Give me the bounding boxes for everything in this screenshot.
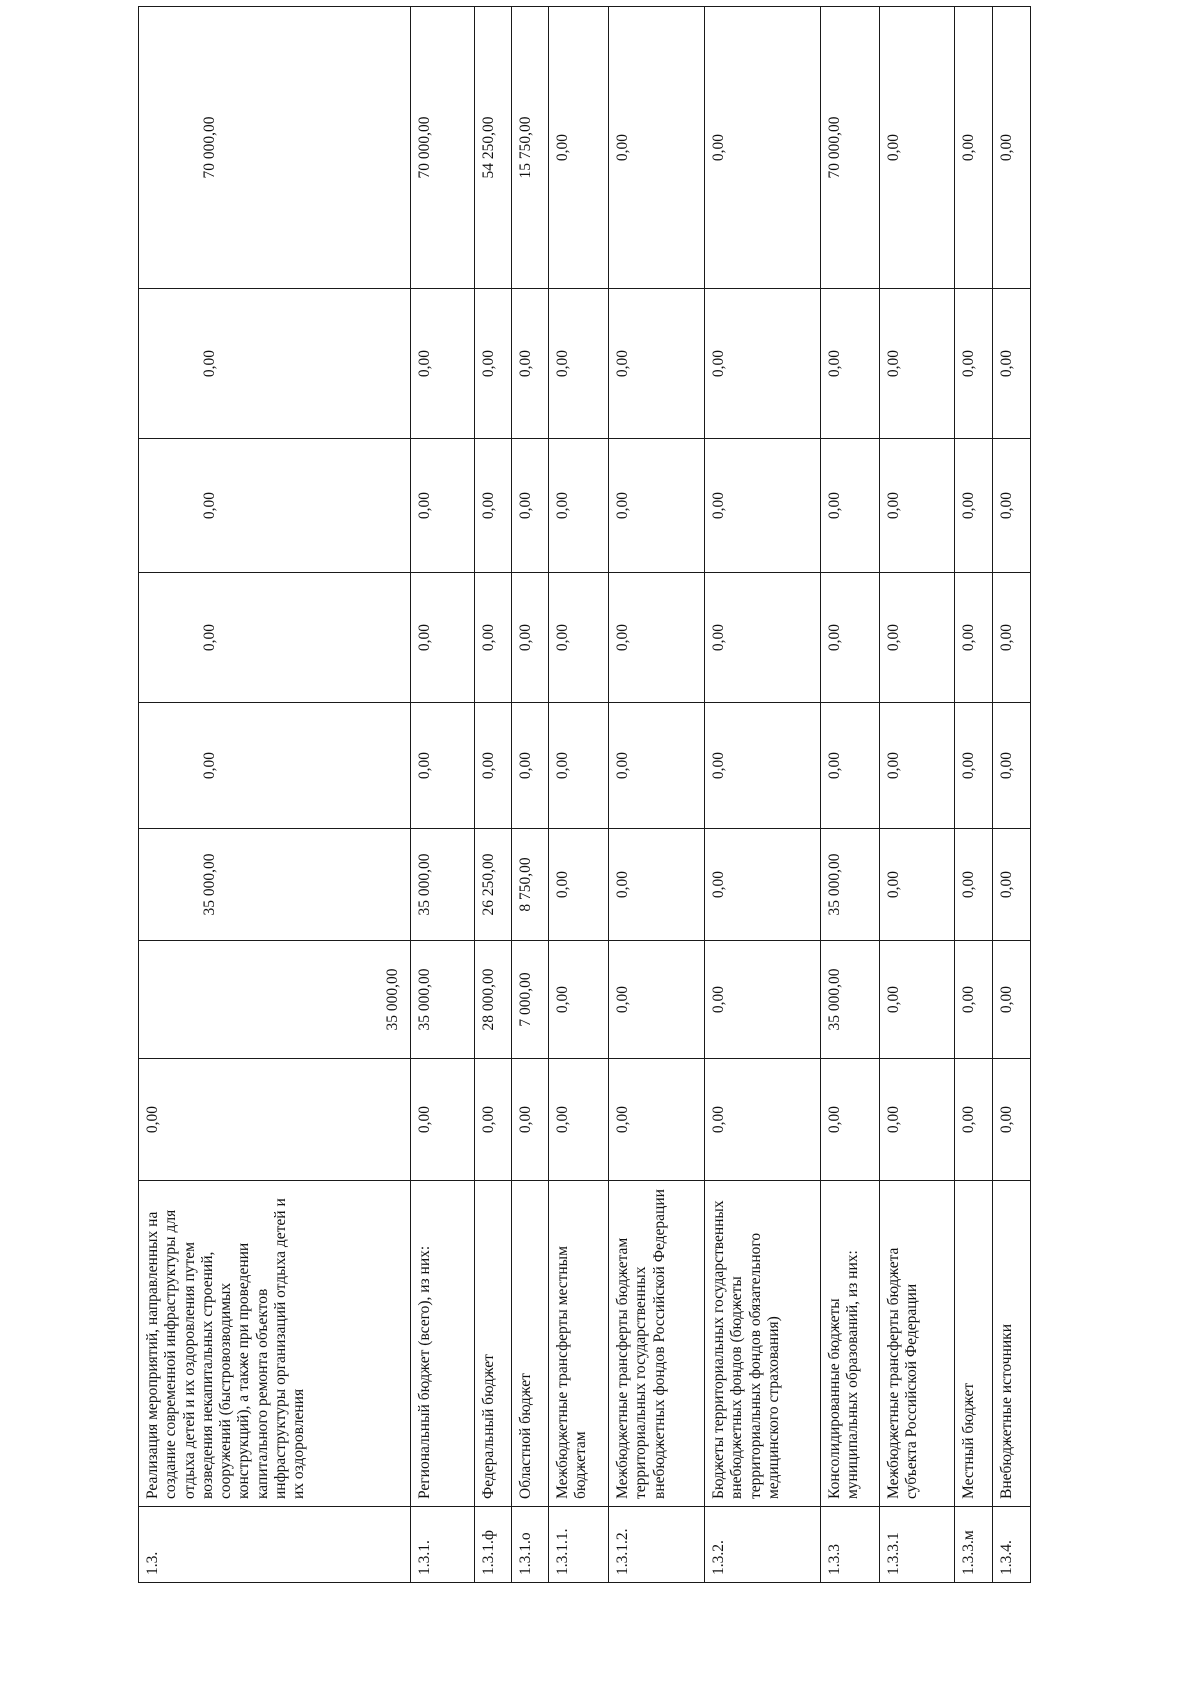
value-cell: 0,00 — [880, 289, 955, 439]
value-cell: 0,00 — [993, 289, 1031, 439]
row-name: Федеральный бюджет — [475, 1181, 512, 1507]
row-code: 1.3.1.2. — [609, 1507, 705, 1583]
value-cell: 0,00 — [549, 703, 609, 829]
rotated-table-wrapper — [138, 107, 1031, 1583]
value-cell: 0,00 — [549, 7, 609, 289]
value-cell: 0,00 — [955, 941, 993, 1059]
value-cell: 0,00 — [609, 1059, 705, 1181]
value-cell: 0,00 — [549, 941, 609, 1059]
value-cell: 0,00 — [955, 1059, 993, 1181]
value-cell: 0,00 — [821, 289, 880, 439]
row-code: 1.3.3 — [821, 1507, 880, 1583]
table-row — [880, 7, 955, 1583]
value-cell: 0,00 — [609, 941, 705, 1059]
value-cell: 0,00 — [821, 703, 880, 829]
value-cell: 0,00 — [609, 573, 705, 703]
value-cell: 0,00 — [955, 829, 993, 941]
value-cell: 0,00 — [512, 1059, 549, 1181]
row-code: 1.3.1.о — [512, 1507, 549, 1583]
value-cell: 0,00 — [993, 573, 1031, 703]
row-code: 1.3.3.м — [955, 1507, 993, 1583]
value-cell: 0,00 — [512, 703, 549, 829]
value-cell: 0,00 — [993, 7, 1031, 289]
value-cell: 7 000,00 — [512, 941, 549, 1059]
value-cell: 54 250,00 — [475, 7, 512, 289]
value-cell: 0,00 — [705, 439, 821, 573]
value-cell: 0,00 — [609, 7, 705, 289]
row-name: Местный бюджет — [955, 1181, 993, 1507]
value-cell: 0,00 — [955, 439, 993, 573]
row-code: 1.3.1.1. — [549, 1507, 609, 1583]
value-cell: 0,00 — [705, 1059, 821, 1181]
value-cell: 0,00 — [955, 703, 993, 829]
table-row — [139, 7, 411, 1583]
value-cell: 0,00 — [821, 573, 880, 703]
row-name: Межбюджетные трансферты местным бюджетам — [549, 1181, 609, 1507]
value-cell: 35 000,00 — [411, 941, 475, 1059]
value-cell: 0,00 — [475, 573, 512, 703]
value-cell: 70 000,00 — [821, 7, 880, 289]
value-cell: 28 000,00 — [475, 941, 512, 1059]
value-cell: 0,00 — [705, 829, 821, 941]
value-cell: 0,00 — [475, 1059, 512, 1181]
table-row — [955, 7, 993, 1583]
table-row — [609, 7, 705, 1583]
value-cell: 0,00 — [139, 289, 411, 439]
value-cell: 0,00 — [705, 7, 821, 289]
value-cell: 0,00 — [705, 703, 821, 829]
value-cell: 0,00 — [475, 703, 512, 829]
value-cell: 0,00 — [549, 573, 609, 703]
table-row — [993, 7, 1031, 1583]
value-cell: 0,00 — [139, 439, 411, 573]
value-cell: 0,00 — [955, 289, 993, 439]
value-cell: 15 750,00 — [512, 7, 549, 289]
value-cell: 0,00 — [993, 439, 1031, 573]
value-cell: 0,00 — [512, 573, 549, 703]
value-cell: 0,00 — [411, 573, 475, 703]
value-cell: 0,00 — [821, 1059, 880, 1181]
table-row — [475, 7, 512, 1583]
value-cell: 0,00 — [880, 7, 955, 289]
row-code: 1.3.2. — [705, 1507, 821, 1583]
value-cell: 35 000,00 — [411, 829, 475, 941]
value-cell: 0,00 — [139, 573, 411, 703]
value-cell: 0,00 — [993, 941, 1031, 1059]
row-code: 1.3.3.1 — [880, 1507, 955, 1583]
value-cell: 0,00 — [993, 1059, 1031, 1181]
value-cell: 26 250,00 — [475, 829, 512, 941]
value-cell: 0,00 — [993, 703, 1031, 829]
value-cell: 70 000,00 — [411, 7, 475, 289]
row-name: Консолидированные бюджеты муниципальных образований, из них: — [821, 1181, 880, 1507]
value-cell: 0,00 — [609, 703, 705, 829]
value-cell: 0,00 — [705, 941, 821, 1059]
value-cell: 8 750,00 — [512, 829, 549, 941]
value-cell: 0,00 — [512, 439, 549, 573]
table-row — [821, 7, 880, 1583]
row-code: 1.3.4. — [993, 1507, 1031, 1583]
row-name: Реализация мероприятий, направленных на создание современной инфраструктуры для отдыха детей и их оздоровления путем возведения некапитальных строений, сооружений (быстровозводимых конструкций), а также при проведении капитального ремонта объектов инфраструктуры организаций отдыха детей и их оздоровления — [139, 1181, 411, 1507]
budget-table — [138, 6, 1031, 1583]
value-cell: 0,00 — [880, 1059, 955, 1181]
value-cell: 0,00 — [705, 289, 821, 439]
value-cell: 0,00 — [705, 573, 821, 703]
value-cell: 0,00 — [993, 829, 1031, 941]
value-cell: 0,00 — [139, 703, 411, 829]
row-code: 1.3. — [139, 1507, 411, 1583]
value-cell: 0,00 — [880, 703, 955, 829]
value-cell: 0,00 — [411, 1059, 475, 1181]
value-cell: 35 000,00 — [139, 829, 411, 941]
value-cell: 0,00 — [549, 1059, 609, 1181]
value-cell: 0,00 — [880, 941, 955, 1059]
value-cell: 0,00 — [549, 289, 609, 439]
row-name: Внебюджетные источники — [993, 1181, 1031, 1507]
value-cell: 0,00 — [139, 1059, 411, 1181]
value-cell: 0,00 — [955, 7, 993, 289]
value-cell: 0,00 — [609, 829, 705, 941]
table-row — [411, 7, 475, 1583]
value-cell: 0,00 — [955, 573, 993, 703]
value-cell: 0,00 — [880, 573, 955, 703]
value-cell: 35 000,00 — [821, 829, 880, 941]
value-cell: 0,00 — [549, 439, 609, 573]
table-row — [705, 7, 821, 1583]
row-name: Межбюджетные трансферты бюджета субъекта Российской Федерации — [880, 1181, 955, 1507]
value-cell: 0,00 — [475, 439, 512, 573]
value-cell: 0,00 — [411, 289, 475, 439]
row-name: Межбюджетные трансферты бюджетам территориальных государственных внебюджетных фондов Российской Федерации — [609, 1181, 705, 1507]
value-cell: 0,00 — [475, 289, 512, 439]
row-name: Бюджеты территориальных государственных внебюджетных фондов (бюджеты территориальных фондов обязательного медицинского страхования) — [705, 1181, 821, 1507]
value-cell: 0,00 — [821, 439, 880, 573]
value-cell: 0,00 — [411, 703, 475, 829]
value-cell: 0,00 — [609, 289, 705, 439]
value-cell: 0,00 — [411, 439, 475, 573]
value-cell: 0,00 — [880, 829, 955, 941]
value-cell: 70 000,00 — [139, 7, 411, 289]
row-code: 1.3.1.ф — [475, 1507, 512, 1583]
value-cell: 0,00 — [880, 439, 955, 573]
row-name: Региональный бюджет (всего), из них: — [411, 1181, 475, 1507]
value-cell: 35 000,00 — [821, 941, 880, 1059]
row-code: 1.3.1. — [411, 1507, 475, 1583]
value-cell: 0,00 — [549, 829, 609, 941]
row-name: Областной бюджет — [512, 1181, 549, 1507]
table-row — [512, 7, 549, 1583]
table-row — [549, 7, 609, 1583]
value-cell: 0,00 — [512, 289, 549, 439]
value-cell: 0,00 — [609, 439, 705, 573]
value-cell: 35 000,00 — [139, 941, 411, 1059]
